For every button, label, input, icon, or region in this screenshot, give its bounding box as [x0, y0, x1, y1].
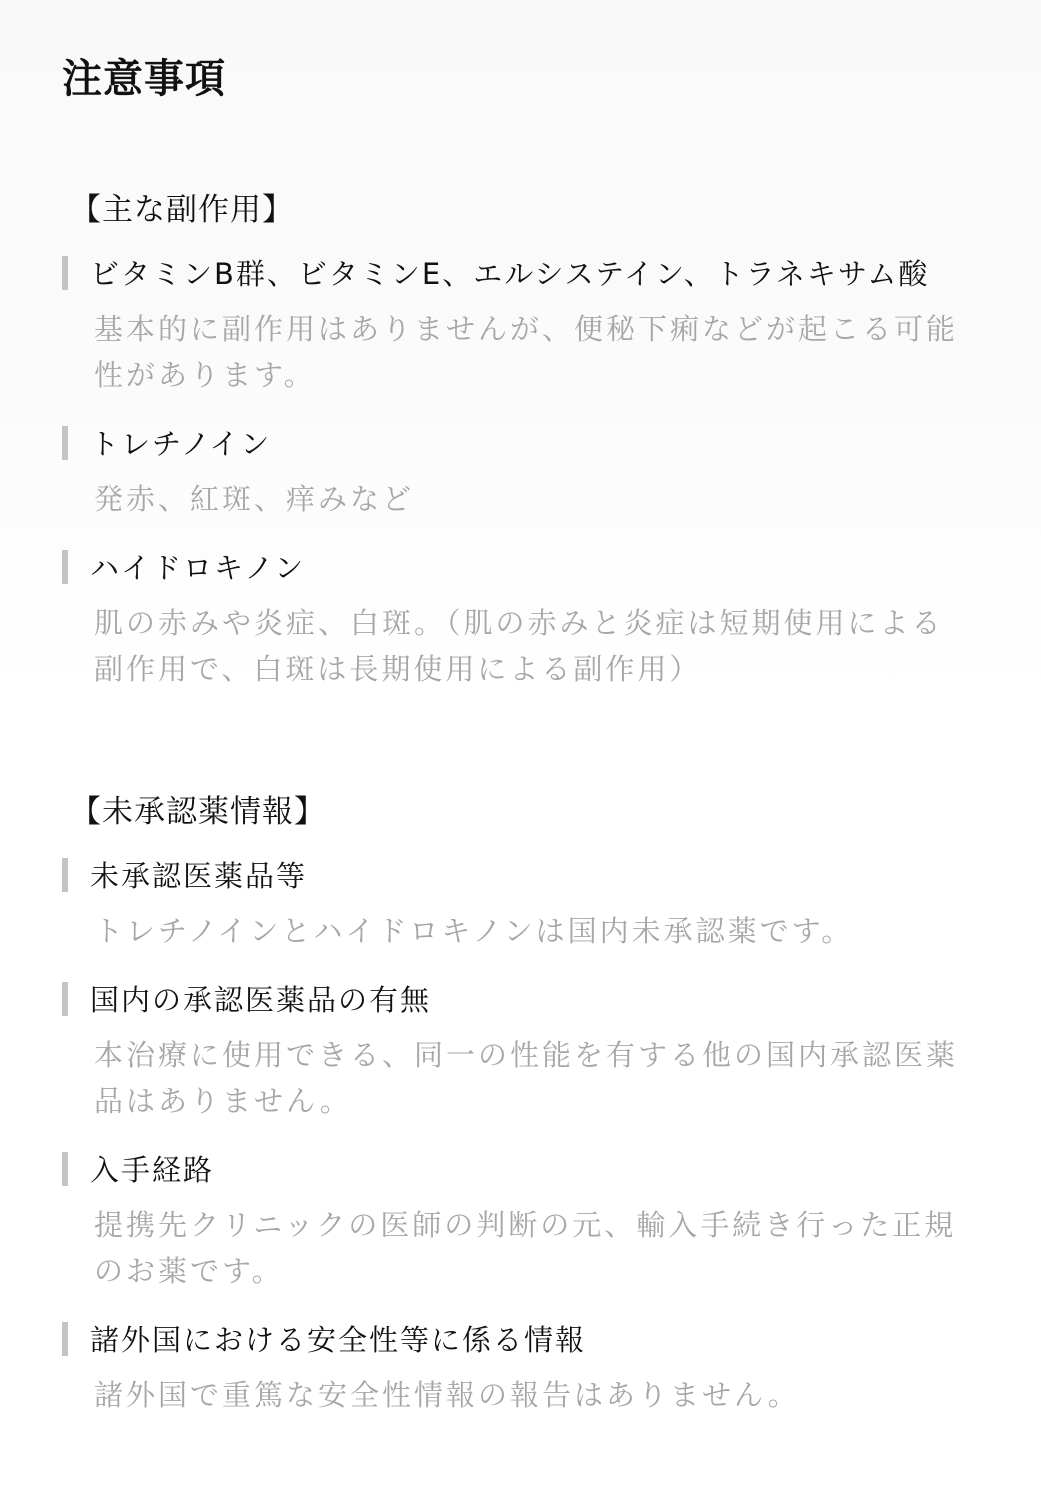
item-title: 国内の承認医薬品の有無 [62, 980, 962, 1020]
side-effects-heading: 【主な副作用】 [70, 192, 294, 228]
unapproved-item-foreign-safety [62, 1320, 962, 1418]
item-title: 諸外国における安全性等に係る情報 [62, 1320, 962, 1360]
side-effect-item-hydroquinone [62, 548, 962, 692]
unapproved-info-heading: 【未承認薬情報】 [70, 794, 326, 830]
item-title: 入手経路 [62, 1150, 962, 1190]
item-description: 基本的に副作用はありませんが、便秘下痢などが起こる可能性があります。 [94, 312, 959, 392]
side-effect-item-tretinoin [62, 424, 962, 522]
item-description: 諸外国で重篤な安全性情報の報告はありません。 [94, 1378, 800, 1412]
item-title: ビタミンB群、ビタミンE、エルシステイン、トラネキサム酸 [62, 254, 962, 294]
unapproved-info-section [62, 792, 962, 1444]
item-description: 発赤、紅斑、痒みなど [94, 482, 415, 516]
side-effects-section [62, 190, 962, 718]
item-description: 本治療に使用できる、同一の性能を有する他の国内承認医薬品はありません。 [94, 1038, 959, 1118]
item-description: トレチノインとハイドロキノンは国内未承認薬です。 [94, 914, 854, 948]
unapproved-item-status [62, 856, 962, 954]
item-title: 未承認医薬品等 [62, 856, 962, 896]
item-title: ハイドロキノン [62, 548, 962, 588]
item-description: 肌の赤みや炎症、白斑。（肌の赤みと炎症は短期使用による副作用で、白斑は長期使用による副作用） [94, 606, 944, 686]
unapproved-item-domestic-alternatives [62, 980, 962, 1124]
page-title: 注意事項 [62, 56, 226, 102]
item-description: 提携先クリニックの医師の判断の元、輸入手続き行った正規のお薬です。 [94, 1208, 957, 1288]
item-title: トレチノイン [62, 424, 962, 464]
unapproved-item-acquisition-route [62, 1150, 962, 1294]
side-effect-item-vitamins [62, 254, 962, 398]
